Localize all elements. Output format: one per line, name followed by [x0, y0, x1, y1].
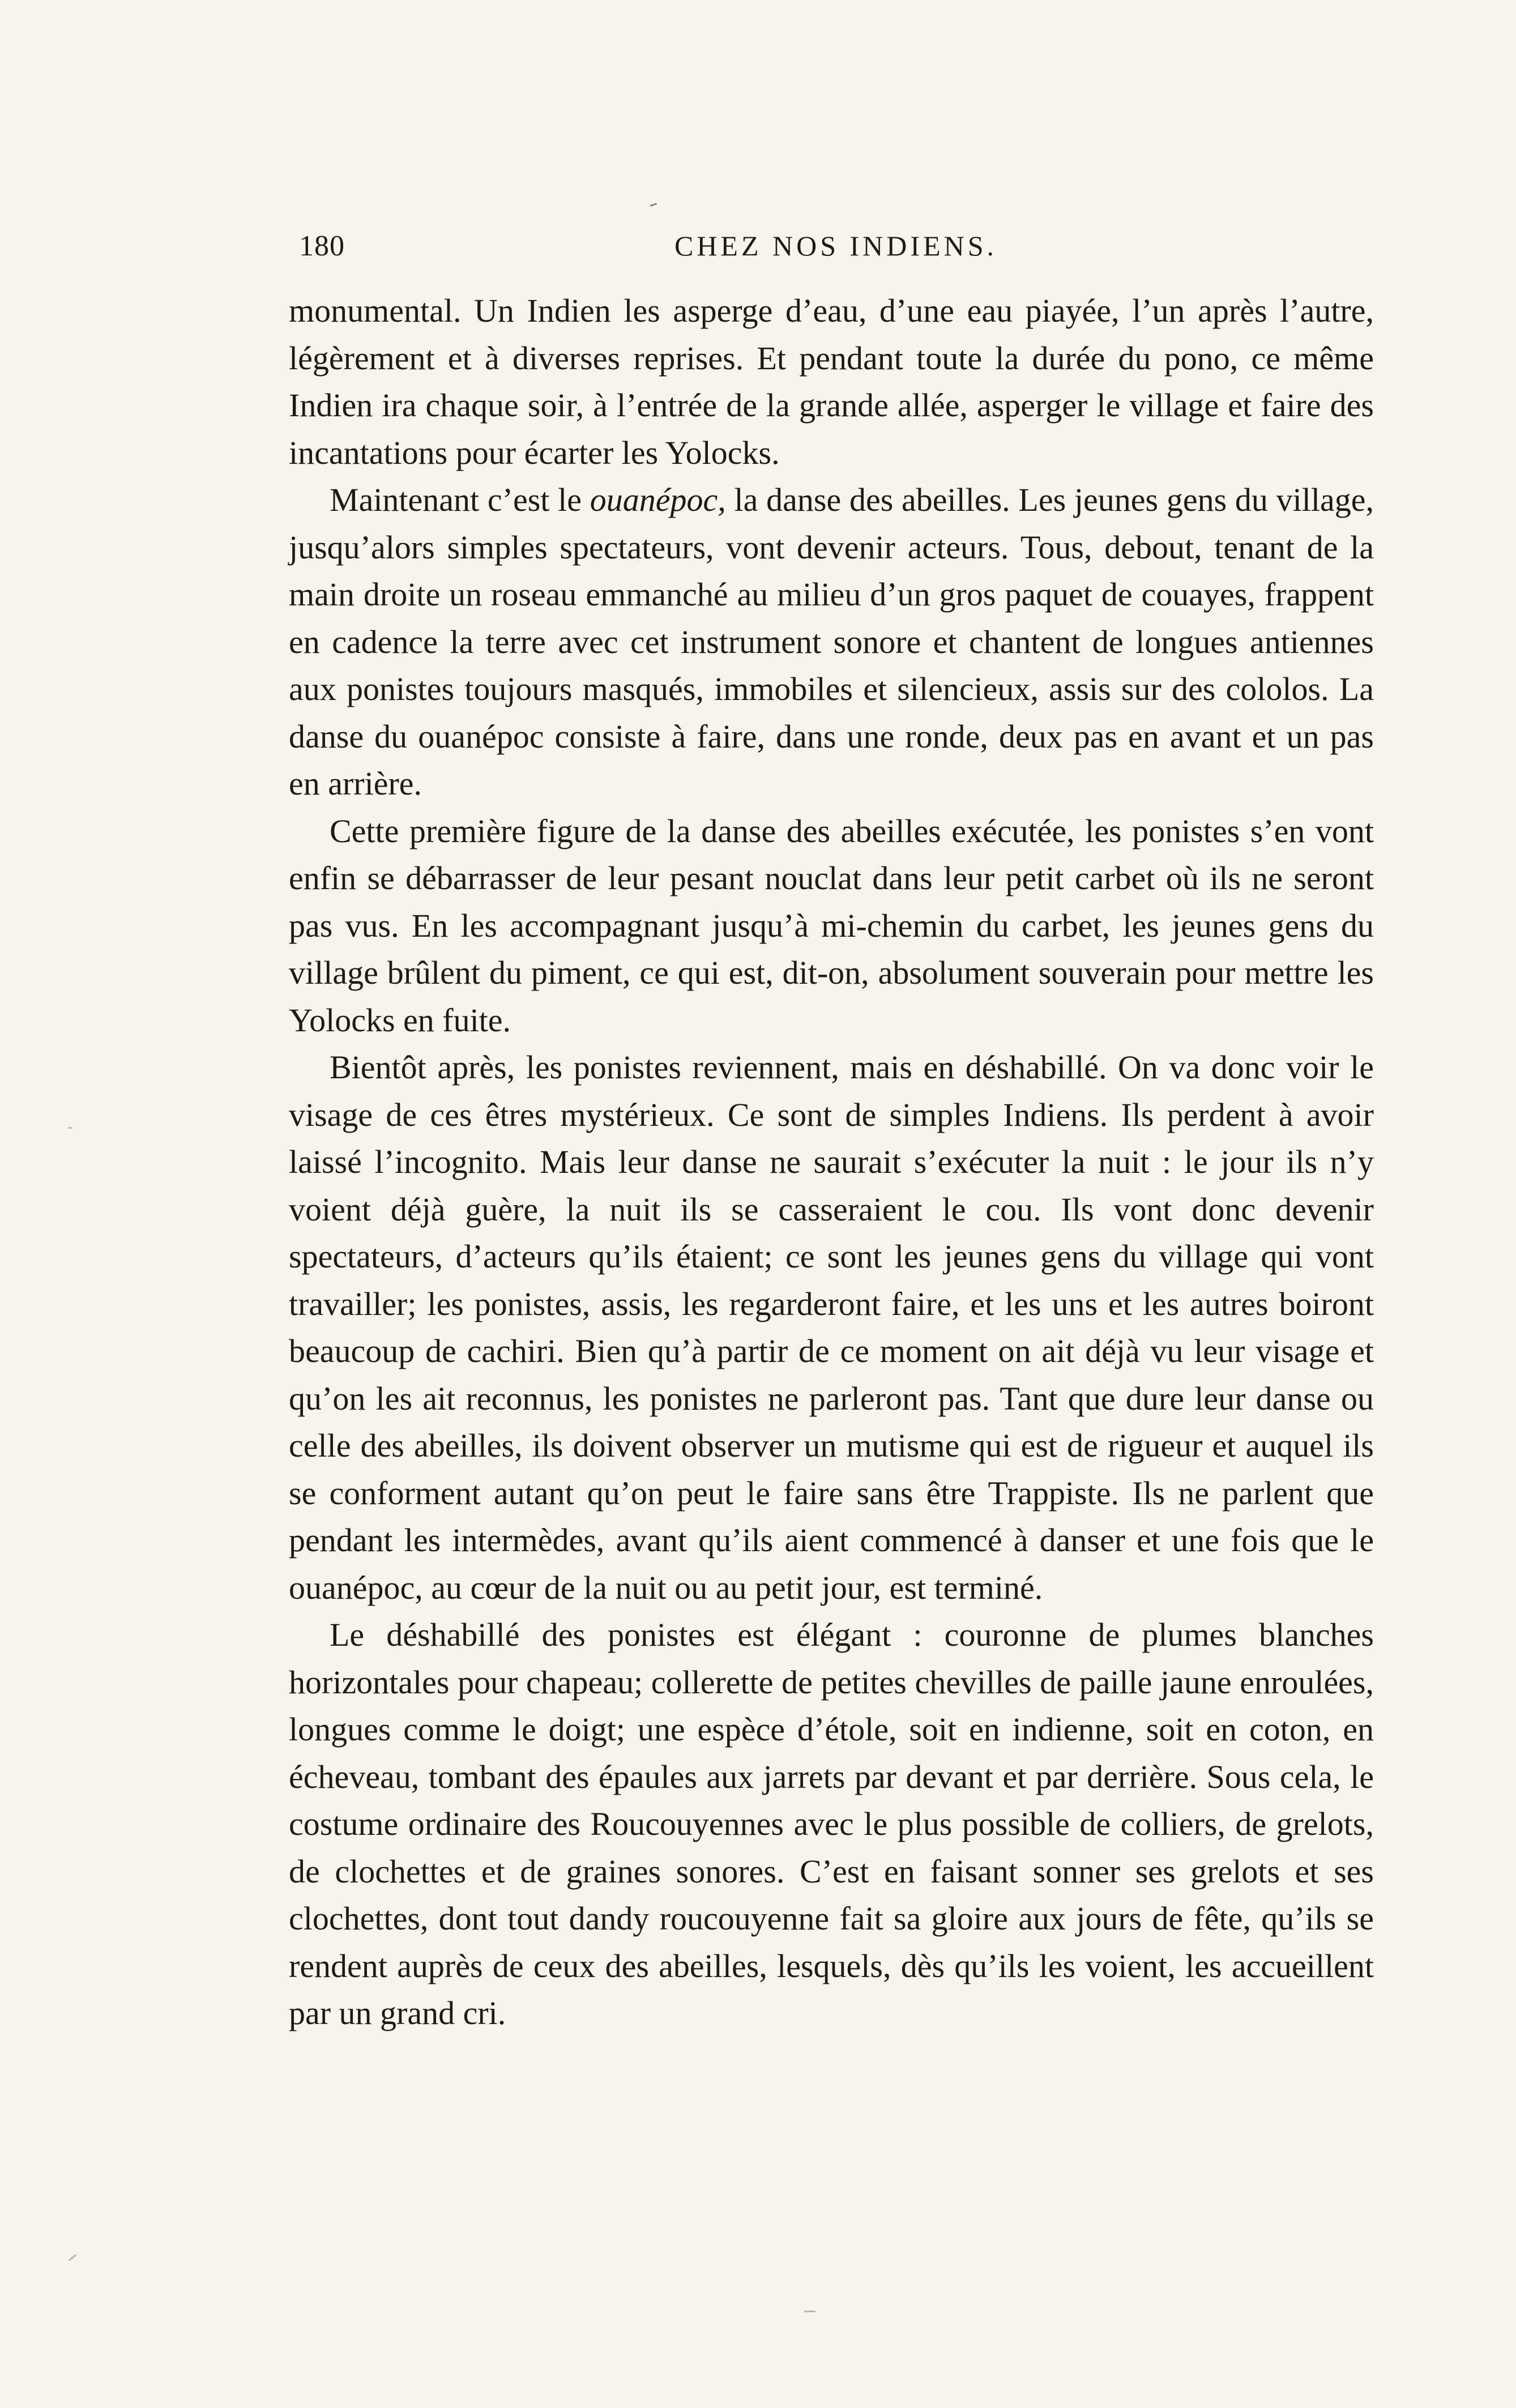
running-head	[299, 229, 1373, 275]
paper-speck-top	[650, 203, 657, 207]
paragraph-3	[289, 808, 1374, 1044]
running-title: CHEZ NOS INDIENS.	[674, 230, 998, 262]
page-number: 180	[299, 230, 345, 262]
paragraph-2-text-after: la danse des abeilles. Les jeunes gens du village, jusqu’alors simples spectateurs, vont devenir acteurs. Tous, debout, tenant de la main droite un roseau emmanché au milieu d’un gros paquet de couayes, frappent en cadence la terre avec cet instrument sonore et chantent de longues antiennes aux ponistes toujours masqués, immobiles et silencieux, assis sur des cololos. La danse du ouanépoc consiste à faire, dans une ronde, deux pas en avant et un pas en arrière.	[289, 481, 1374, 802]
paragraph-4-text: Bientôt après, les ponistes reviennent, mais en déshabillé. On va donc voir le visage de ces êtres mystérieux. Ce sont de simples Indiens. Ils perdent à avoir laissé l’incognito. Mais leur danse ne saurait s’exécuter la nuit : le jour ils n’y voient déjà guère, la nuit ils se casseraient le cou. Ils vont donc devenir spectateurs, d’acteurs qu’ils étaient; ce sont les jeunes gens du village qui vont travailler; les ponistes, assis, les regarderont faire, et les uns et les autres boiront beaucoup de cachiri. Bien qu’à partir de ce moment on ait déjà vu leur visage et qu’on les ait reconnus, les ponistes ne parleront pas. Tant que dure leur danse ou celle des abeilles, ils doivent observer un mutisme qui est de rigueur et auquel ils se conforment autant qu’on peut le faire sans être Trappiste. Ils ne parlent que pendant les intermèdes, avant qu’ils aient commencé à danser et une fois que le ouanépoc, au cœur de la nuit ou au petit jour, est terminé.	[289, 1049, 1374, 1606]
paragraph-2-italic-term: ouanépoc,	[590, 481, 726, 518]
paragraph-1	[289, 287, 1374, 476]
paragraph-5	[289, 1611, 1374, 2037]
paper-speck-bottom-left	[69, 2254, 76, 2261]
paper-speck-bottom	[804, 2311, 815, 2312]
paragraph-3-text: Cette première figure de la danse des abeilles exécutée, les ponistes s’en vont enfin se débarrasser de leur pesant nouclat dans leur petit carbet où ils ne seront pas vus. En les accompagnant jusqu’à mi-chemin du carbet, les jeunes gens du village brûlent du piment, ce qui est, dit-on, absolument souverain pour mettre les Yolocks en fuite.	[289, 812, 1374, 1039]
paragraph-2-text-before: Maintenant c’est le	[330, 481, 590, 518]
body-text	[289, 287, 1374, 2037]
paper-speck-left	[68, 1127, 72, 1129]
paragraph-2	[289, 476, 1374, 808]
paragraph-5-text: Le déshabillé des ponistes est élégant : couronne de plumes blanches horizontales pour chapeau; collerette de petites chevilles de paille jaune enroulées, longues comme le doigt; une espèce d’étole, soit en indienne, soit en coton, en écheveau, tombant des épaules aux jarrets par devant et par derrière. Sous cela, le costume ordinaire des Roucouyennes avec le plus possible de colliers, de grelots, de clochettes et de graines sonores. C’est en faisant sonner ses grelots et ses clochettes, dont tout dandy roucouyenne fait sa gloire aux jours de fête, qu’ils se rendent auprès de ceux des abeilles, lesquels, dès qu’ils les voient, les accueillent par un grand cri.	[289, 1616, 1374, 2031]
paragraph-4	[289, 1044, 1374, 1611]
paragraph-1-text: monumental. Un Indien les asperge d’eau, d’une eau piayée, l’un après l’autre, légèrement et à diverses reprises. Et pendant toute la durée du pono, ce même Indien ira chaque soir, à l’entrée de la grande allée, asperger le village et faire des incantations pour écarter les Yolocks.	[289, 292, 1374, 471]
